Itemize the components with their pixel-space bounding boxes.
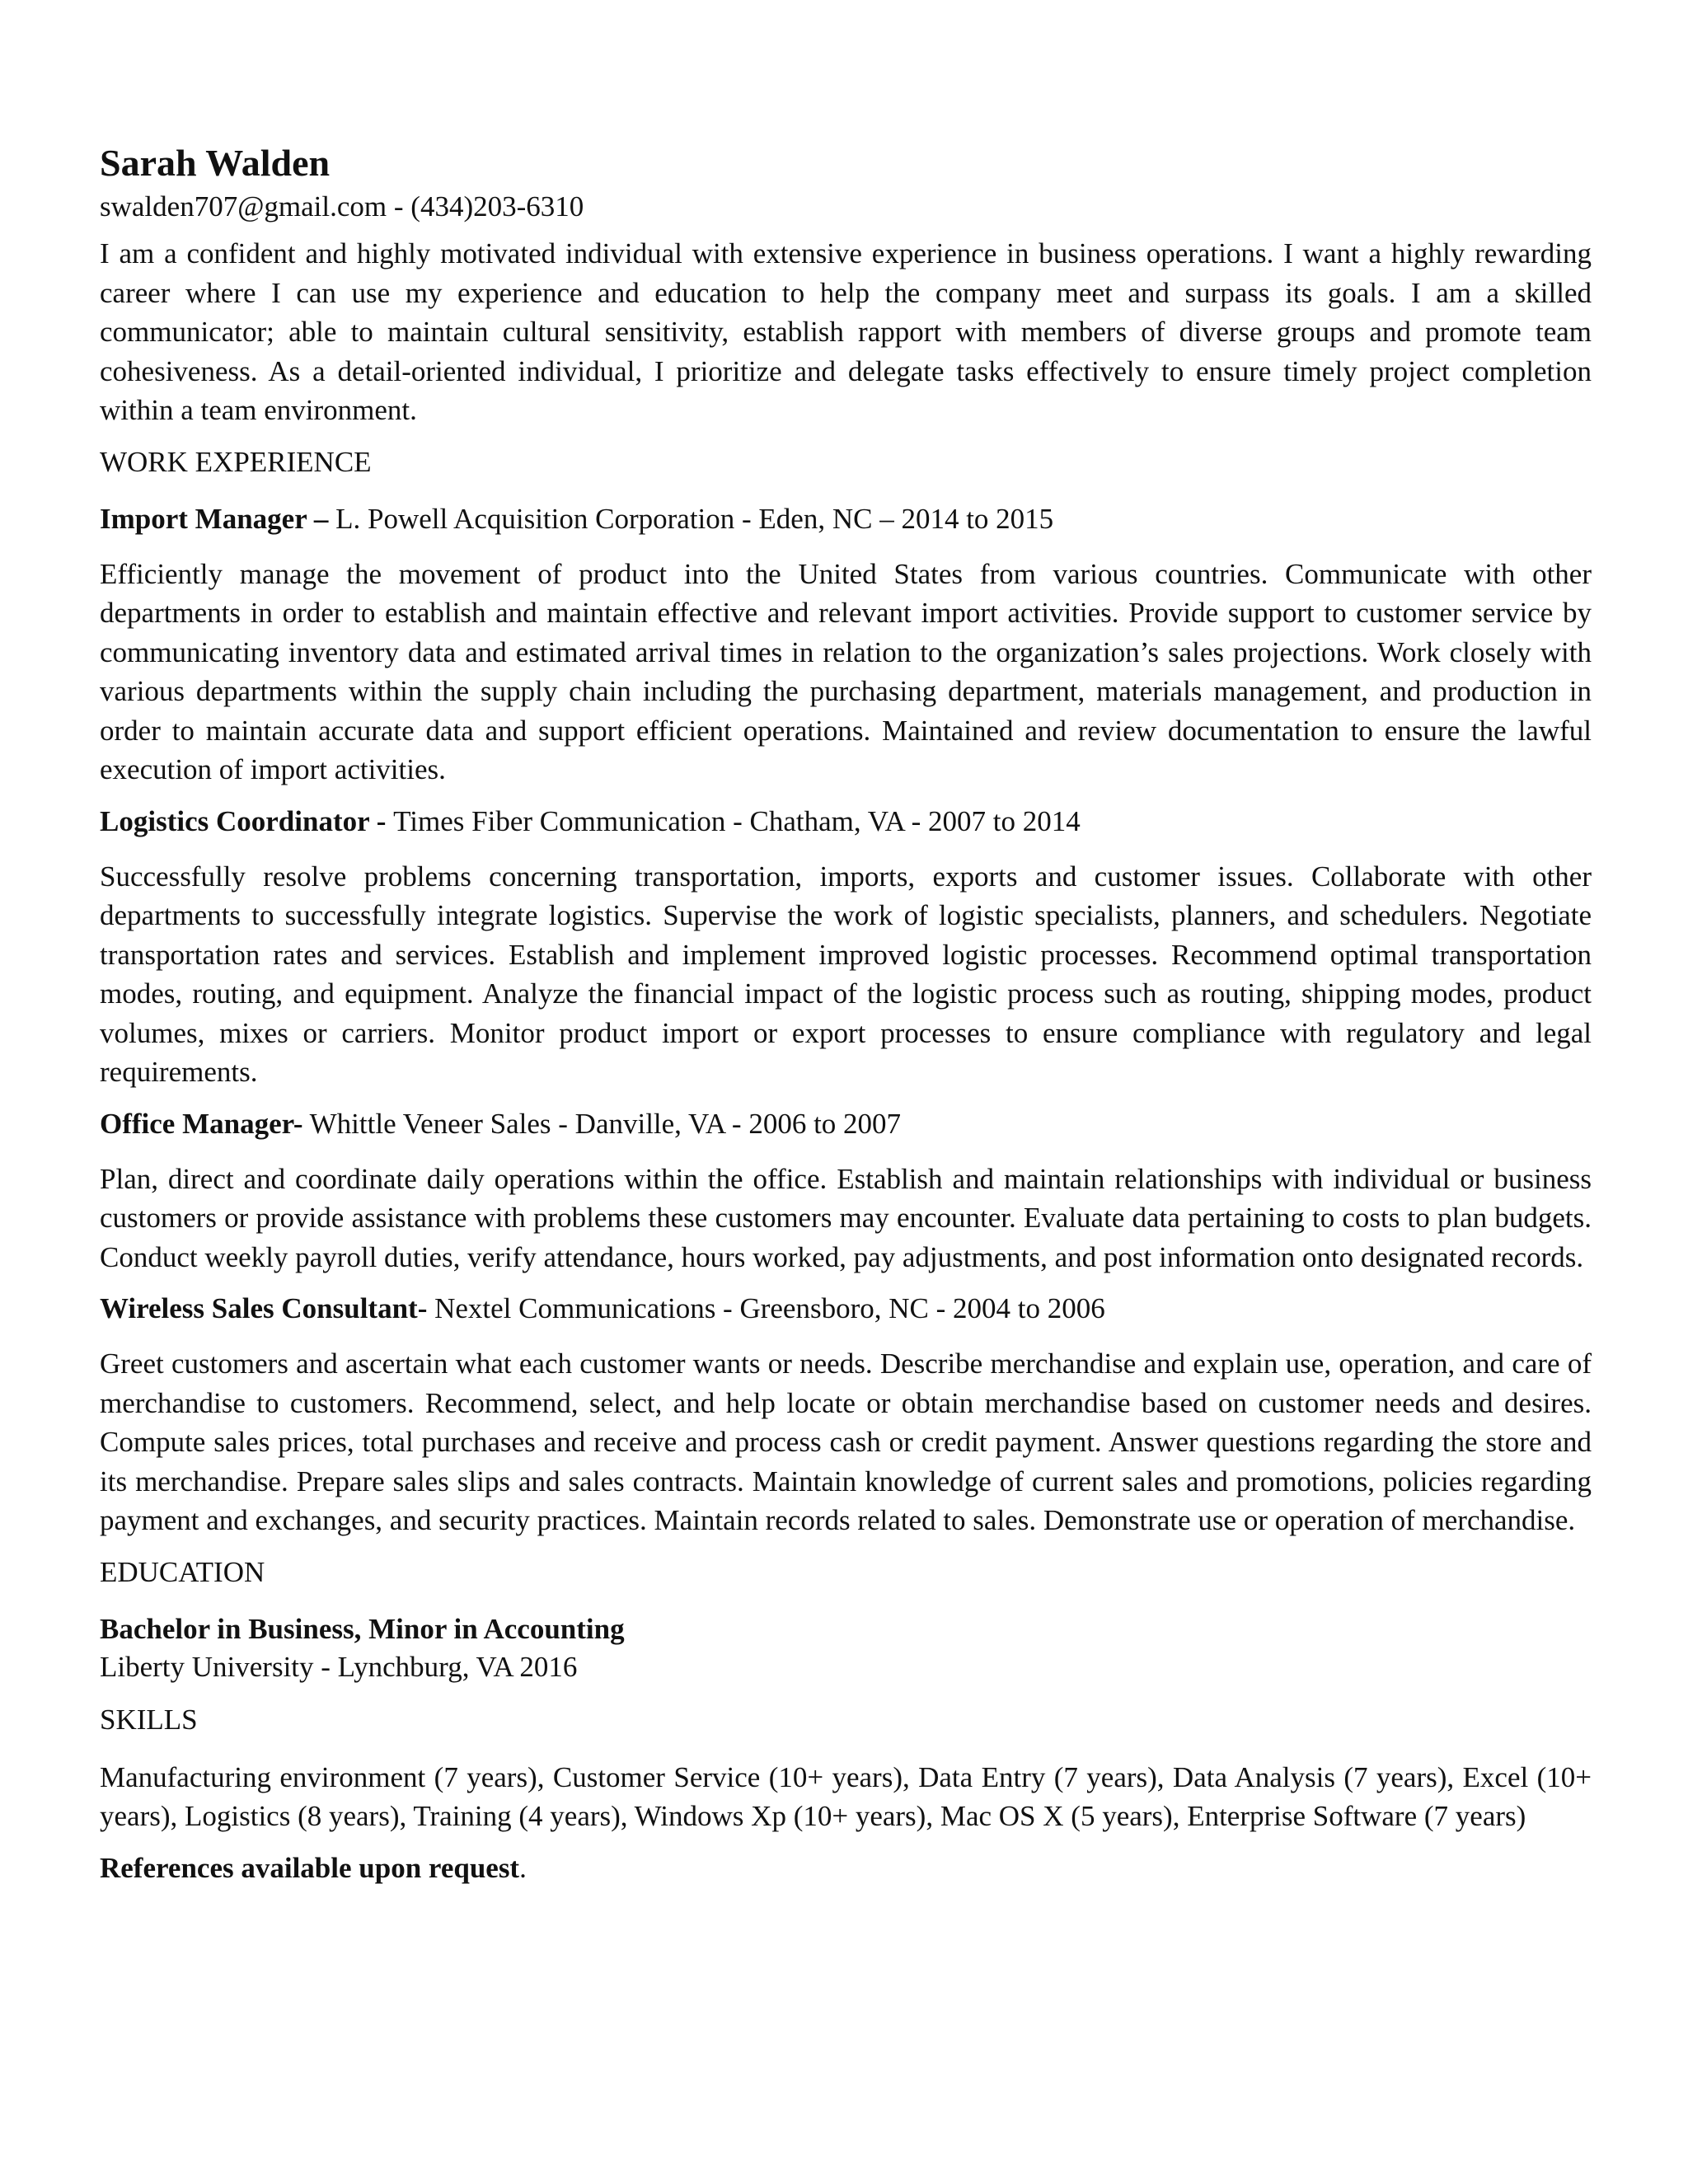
job-title-line (100, 1105, 1592, 1143)
job-description: Plan, direct and coordinate daily operations within the office. Establish and maintain relationships with individual or business customers or provide assistance with problems these customers may encounter. Evaluate data pertaining to costs to plan budgets. Conduct weekly payroll duties, verify attendance, hours worked, pay adjustments, and post information onto designated records. (100, 1162, 1592, 1273)
job-details: Times Fiber Communication - Chatham, VA - 2007 to 2014 (393, 804, 1081, 837)
job-title-separator: - (369, 804, 394, 837)
job-title-separator (427, 1292, 434, 1324)
degree: Bachelor in Business, Minor in Accounting (100, 1612, 625, 1645)
job-title: Wireless Sales Consultant- (100, 1292, 428, 1324)
job-title-line (100, 500, 1592, 538)
candidate-name: Sarah Walden (100, 142, 331, 184)
job-entry (100, 803, 1592, 1092)
references-text: References available upon request (100, 1851, 520, 1884)
job-title-separator: – (307, 502, 336, 535)
references-punct: . (519, 1851, 527, 1884)
job-description: Successfully resolve problems concerning transportation, imports, exports and customer issues. Collaborate with other departments to successfully integrate logistics. Supervise the work of logistic specialists, planners, and schedulers. Negotiate transportation rates and services. Establish and implement improved logistic processes. Recommend optimal transportation modes, routing, and equipment. Analyze the financial impact of the logistic process such as routing, shipping modes, product volumes, mixes or carriers. Monitor product import or export processes to ensure compliance with regulatory and legal requirements. (100, 860, 1592, 1088)
education-heading: EDUCATION (100, 1555, 265, 1588)
job-title-line (100, 1290, 1592, 1328)
job-title-line (100, 803, 1592, 841)
work-experience-heading: WORK EXPERIENCE (100, 445, 372, 478)
job-title-separator (303, 1108, 310, 1140)
skills-list: Manufacturing environment (7 years), Customer Service (10+ years), Data Entry (7 years), Data Analysis (7 years), Excel (10+ years), Logistics (8 years), Training (4 years), Windows Xp (10+ years), Mac OS X (5 years), Enterprise Software (7 years) (100, 1760, 1592, 1832)
job-details: Nextel Communications - Greensboro, NC - 2004 to 2006 (434, 1292, 1105, 1324)
resume-page (100, 138, 1592, 1887)
skills-heading: SKILLS (100, 1703, 198, 1736)
contact-line: swalden707@gmail.com - (434)203-6310 (100, 190, 584, 223)
job-description: Efficiently manage the movement of product into the United States from various countries. Communicate with other departments in order to establish and maintain effective and relevant import activities. Provide support to customer service by communicating inventory data and estimated arrival times in relation to the organization’s sales projections. Work closely with various departments within the supply chain including the purchasing department, materials management, and production in order to maintain accurate data and support efficient operations. Maintained and review documentation to ensure the lawful execution of import activities. (100, 557, 1592, 785)
job-details: L. Powell Acquisition Corporation - Eden, NC – 2014 to 2015 (335, 502, 1054, 535)
job-entry (100, 1290, 1592, 1540)
job-title: Office Manager- (100, 1107, 303, 1140)
school: Liberty University - Lynchburg, VA 2016 (100, 1650, 578, 1683)
job-entry (100, 1105, 1592, 1277)
job-details: Whittle Veneer Sales - Danville, VA - 2006 to 2007 (309, 1107, 902, 1140)
job-title: Logistics Coordinator (100, 804, 369, 837)
references-line (100, 1849, 1592, 1887)
summary-paragraph: I am a confident and highly motivated individual with extensive experience in business operations. I want a highly rewarding career where I can use my experience and education to help the company meet and surpass its goals. I am a skilled communicator; able to maintain cultural sensitivity, establish rapport with members of diverse groups and promote team cohesiveness. As a detail-oriented individual, I prioritize and delegate tasks effectively to ensure timely project completion within a team environment. (100, 237, 1592, 426)
job-entry (100, 500, 1592, 790)
job-title: Import Manager (100, 502, 307, 535)
job-description: Greet customers and ascertain what each customer wants or needs. Describe merchandise and explain use, operation, and care of merchandise to customers. Recommend, select, and help locate or obtain merchandise based on customer needs and desires. Compute sales prices, total purchases and receive and process cash or credit payment. Answer questions regarding the store and its merchandise. Prepare sales slips and sales contracts. Maintain knowledge of current sales and promotions, policies regarding payment and exchanges, and security practices. Maintain records related to sales. Demonstrate use or operation of merchandise. (100, 1347, 1592, 1536)
